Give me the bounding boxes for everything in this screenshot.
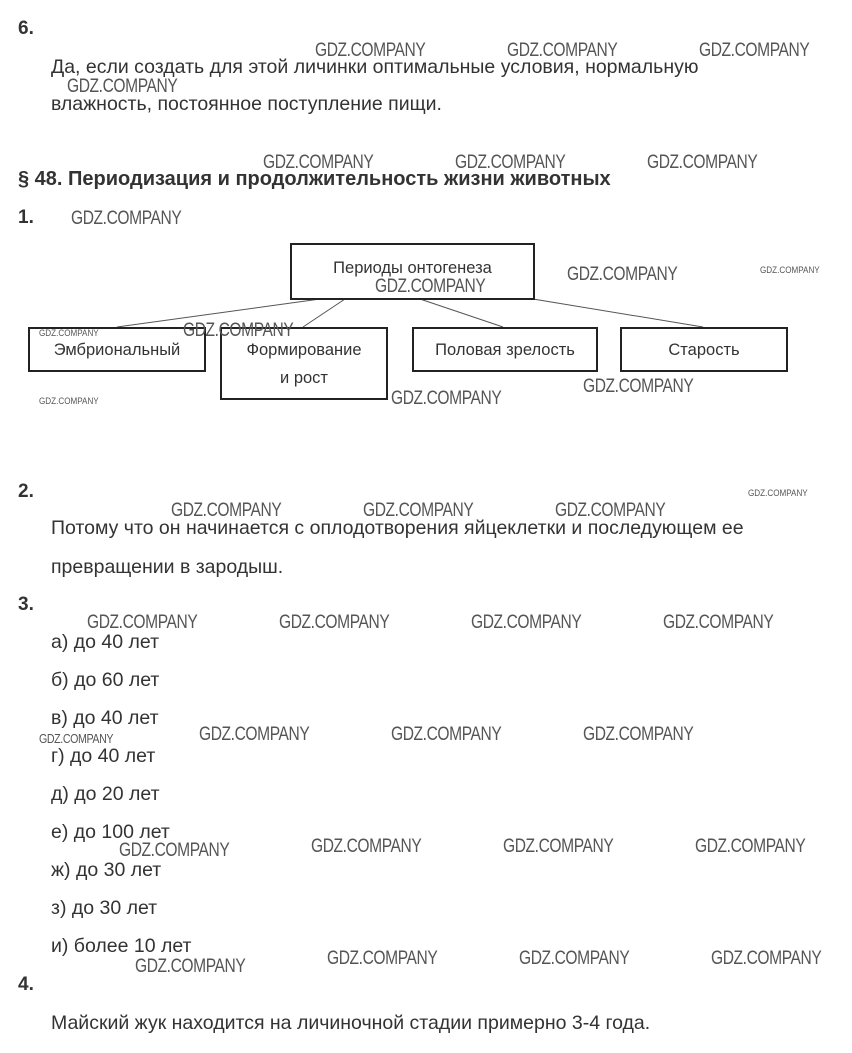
answer-2-line-1: Потому что он начинается с оплодотворения яйцеклетки и последующем ее (51, 517, 744, 539)
answer-3-item: б) до 60 лет (51, 669, 160, 691)
watermark: GDZ.COMPANY (519, 948, 630, 969)
watermark: GDZ.COMPANY (39, 731, 114, 746)
watermark: GDZ.COMPANY (555, 500, 666, 521)
watermark: GDZ.COMPANY (391, 724, 502, 745)
diagram-box-growth-line-1: Формирование (246, 340, 362, 359)
watermark: GDZ.COMPANY (471, 612, 582, 633)
answer-3-item: д) до 20 лет (51, 783, 160, 805)
watermark: GDZ.COMPANY (663, 612, 774, 633)
diagram-box-embryonic: Эмбриональный (28, 327, 206, 372)
diagram-box-growth-line-2: и рост (280, 368, 328, 387)
answer-3-item: и) более 10 лет (51, 935, 192, 957)
watermark: GDZ.COMPANY (748, 488, 808, 498)
watermark: GDZ.COMPANY (567, 264, 678, 285)
watermark: GDZ.COMPANY (760, 265, 820, 275)
answer-4-line-1: Майский жук находится на личиночной стадии примерно 3-4 года. (51, 1012, 651, 1034)
watermark: GDZ.COMPANY (67, 76, 178, 97)
watermark: GDZ.COMPANY (135, 956, 246, 977)
answer-3-item: з) до 30 лет (51, 897, 158, 919)
watermark: GDZ.COMPANY (39, 328, 99, 338)
answer-number-3: 3. (18, 594, 34, 615)
watermark: GDZ.COMPANY (455, 152, 566, 173)
watermark: GDZ.COMPANY (711, 948, 822, 969)
answer-2-line-2: превращении в зародыш. (51, 556, 284, 578)
watermark: GDZ.COMPANY (263, 152, 374, 173)
watermark: GDZ.COMPANY (375, 276, 486, 297)
watermark: GDZ.COMPANY (315, 40, 426, 61)
watermark: GDZ.COMPANY (391, 388, 502, 409)
watermark: GDZ.COMPANY (119, 840, 230, 861)
answer-3-item: в) до 40 лет (51, 707, 159, 729)
watermark: GDZ.COMPANY (647, 152, 758, 173)
watermark: GDZ.COMPANY (171, 500, 282, 521)
answer-number-1: 1. (18, 207, 34, 228)
watermark: GDZ.COMPANY (503, 836, 614, 857)
answer-number-4: 4. (18, 974, 34, 995)
answer-number-2: 2. (18, 481, 34, 502)
diagram-box-old-age: Старость (620, 327, 788, 372)
answer-3-item: ж) до 30 лет (51, 859, 162, 881)
answer-3-item: е) до 100 лет (51, 821, 170, 843)
watermark: GDZ.COMPANY (279, 612, 390, 633)
watermark: GDZ.COMPANY (71, 208, 182, 229)
watermark: GDZ.COMPANY (695, 836, 806, 857)
watermark: GDZ.COMPANY (311, 836, 422, 857)
watermark: GDZ.COMPANY (327, 948, 438, 969)
answer-6-line-1: Да, если создать для этой личинки оптимальные условия, нормальную (51, 56, 699, 78)
watermark: GDZ.COMPANY (583, 724, 694, 745)
section-heading: § 48. Периодизация и продолжительность жизни животных (18, 168, 611, 190)
answer-6-line-2: влажность, постоянное поступление пищи. (51, 93, 442, 115)
watermark: GDZ.COMPANY (583, 376, 694, 397)
watermark: GDZ.COMPANY (87, 612, 198, 633)
watermark: GDZ.COMPANY (363, 500, 474, 521)
watermark: GDZ.COMPANY (507, 40, 618, 61)
diagram-box-maturity: Половая зрелость (412, 327, 598, 372)
answer-3-item: г) до 40 лет (51, 745, 156, 767)
watermark: GDZ.COMPANY (699, 40, 810, 61)
diagram-box-growth (220, 327, 388, 400)
diagram-root-box: Периоды онтогенеза (290, 243, 535, 300)
answer-3-item: а) до 40 лет (51, 631, 160, 653)
answer-number-6: 6. (18, 18, 34, 39)
watermark: GDZ.COMPANY (199, 724, 310, 745)
watermark: GDZ.COMPANY (39, 396, 99, 406)
watermark: GDZ.COMPANY (183, 320, 294, 341)
